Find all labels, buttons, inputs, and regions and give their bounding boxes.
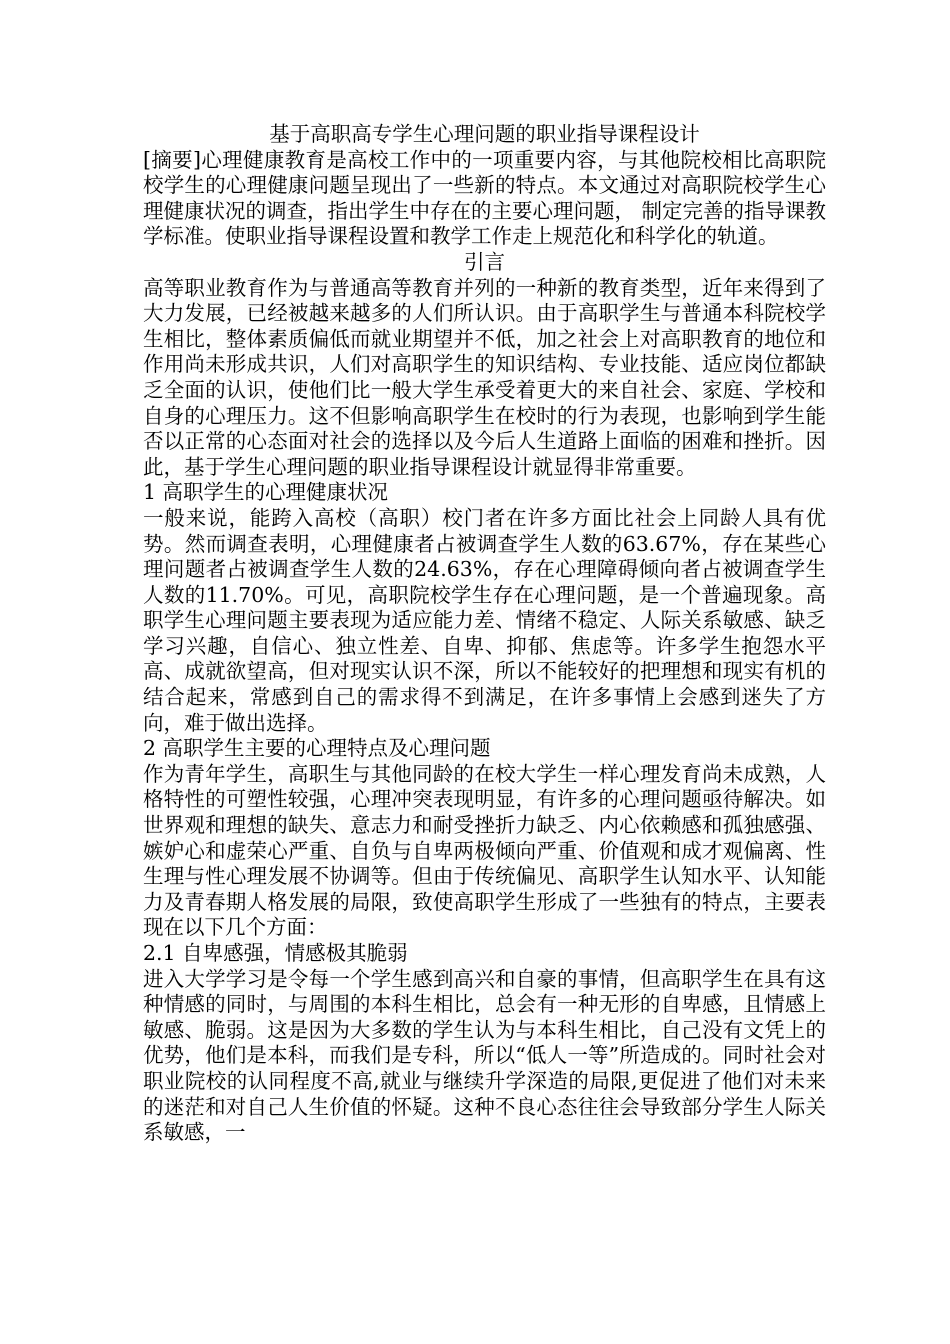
section-1-paragraph: 一般来说，能跨入高校（高职）校门者在许多方面比社会上同龄人具有优势。然而调查表明，心理健康者占被调查学生人数的63.67%，存在某些心理问题者占被调查学生人数的24.63%，存在心理障碍倾向者占被调查学生人数的11.70%。可见，高职院校学生存在心理问题，是一个普遍现象。高职学生心理问题主要表现为适应能力差、情绪不稳定、人际关系敏感、缺乏学习兴趣，自信心、独立性差、自卑、抑郁、焦虑等。许多学生抱怨水平高、成就欲望高，但对现实认识不深，所以不能较好的把理想和现实有机的结合起来，常感到自己的需求得不到满足，在许多事情上会感到迷失了方向，难于做出选择。 [143,505,826,735]
document-title: 基于高职高专学生心理问题的职业指导课程设计 [269,122,700,146]
section-2-1-heading: 2.1 自卑感强，情感极其脆弱 [143,941,408,965]
section-2-1-paragraph: 进入大学学习是令每一个学生感到高兴和自豪的事情，但高职学生在具有这种情感的同时，与周围的本科生相比，总会有一种无形的自卑感，且情感上敏感、脆弱。这是因为大多数的学生认为与本科生相比，自己没有文凭上的优势，他们是本科，而我们是专科，所以“低人一等”所造成的。同时社会对职业院校的认同程度不高,就业与继续升学深造的局限,更促进了他们对未来的迷茫和对自己人生价值的怀疑。这种不良心态往往会导致部分学生人际关系敏感，一 [143,966,826,1145]
section-2-paragraph: 作为青年学生，高职生与其他同龄的在校大学生一样心理发育尚未成熟，人格特性的可塑性较强，心理冲突表现明显，有许多的心理问题亟待解决。如世界观和理想的缺失、意志力和耐受挫折力缺乏、内心依赖感和孤独感强、嫉妒心和虚荣心严重、自负与自卑两极倾向严重、价值观和成才观偏离、性生理与性心理发展不协调等。但由于传统偏见、高职学生认知水平、认知能力及青春期人格发展的局限，致使高职学生形成了一些独有的特点，主要表现在以下几个方面： [143,761,826,940]
abstract-paragraph: [摘要]心理健康教育是高校工作中的一项重要内容，与其他院校相比高职院校学生的心理健康问题呈现出了一些新的特点。本文通过对高职院校学生心理健康状况的调查，指出学生中存在的主要心理问题， 制定完善的指导课教学标准。使职业指导课程设置和教学工作走上规范化和科学化的轨道。 [143,147,827,249]
intro-heading: 引言 [464,249,505,274]
intro-paragraph: 高等职业教育作为与普通高等教育并列的一种新的教育类型，近年来得到了大力发展，已经被越来越多的人们所认识。由于高职学生与普通本科院校学生相比，整体素质偏低而就业期望并不低，加之社会上对高职教育的地位和作用尚未形成共识，人们对高职学生的知识结构、专业技能、适应岗位都缺乏全面的认识，使他们比一般大学生承受着更大的来自社会、家庭、学校和自身的心理压力。这不但影响高职学生在校时的行为表现，也影响到学生能否以正常的心态面对社会的选择以及今后人生道路上面临的困难和挫折。因此，基于学生心理问题的职业指导课程设计就显得非常重要。 [143,275,826,479]
section-2-heading: 2 高职学生主要的心理特点及心理问题 [143,736,491,761]
section-1-heading: 1 高职学生的心理健康状况 [143,480,389,505]
document-page [143,122,826,1146]
